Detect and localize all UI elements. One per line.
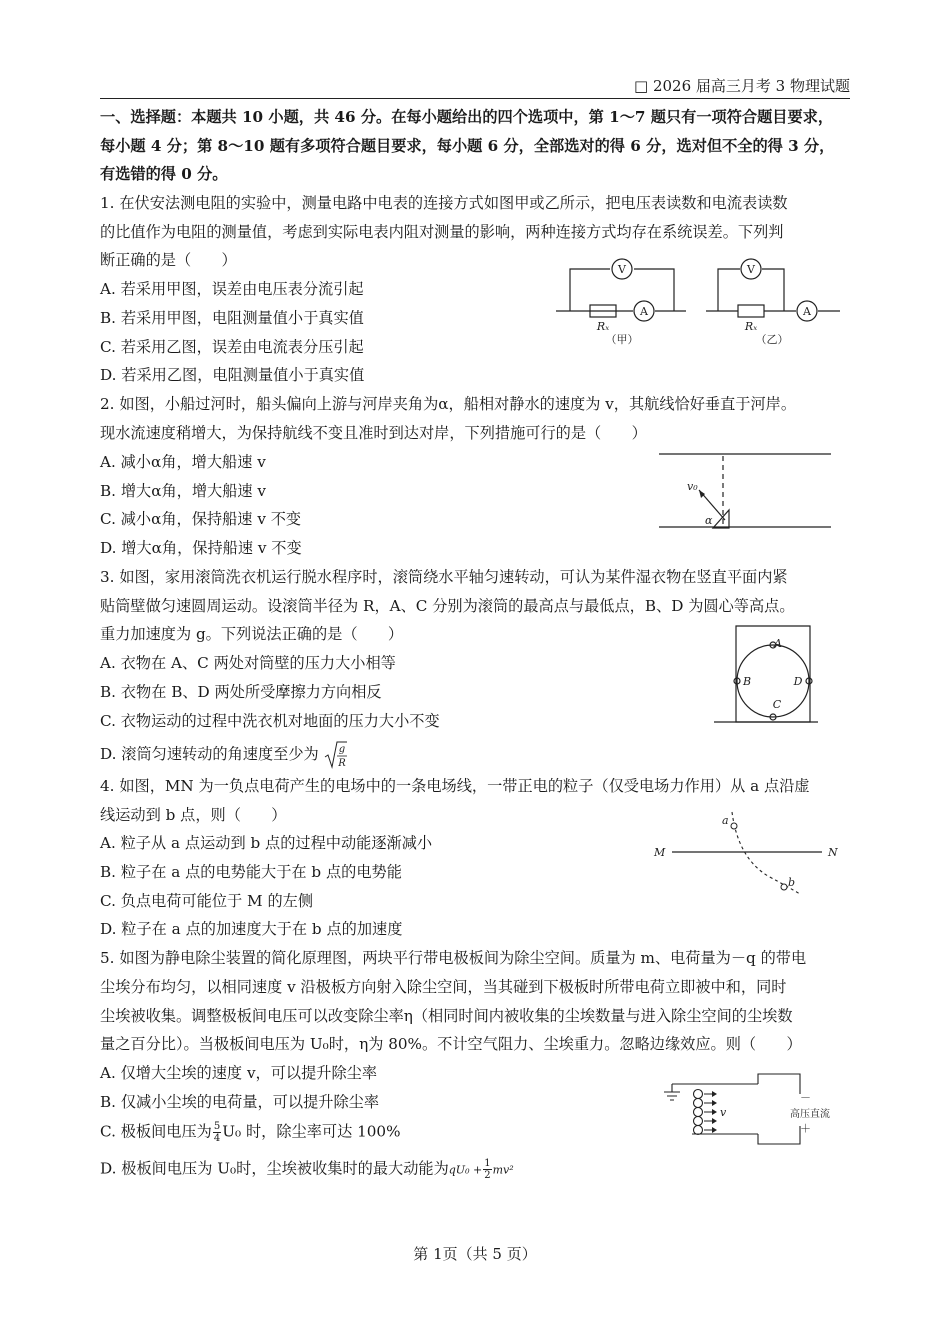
q1-option-c: C. 若采用乙图，误差由电流表分压引起: [100, 338, 364, 356]
q1-stem-line-3: 断正确的是（ ）: [100, 251, 237, 269]
jia-caption: （甲）: [605, 333, 639, 346]
q1-option-a: A. 若采用甲图，误差由电压表分流引起: [100, 280, 364, 298]
q5-option-c-suffix: U₀ 时，除尘率可达 100%: [222, 1122, 401, 1141]
header-title: □ 2026 届高三月考 3 物理试题: [634, 77, 850, 95]
q4-stem-line-1: 4. 如图，MN 为一负点电荷产生的电场中的一条电场线，一带正电的粒子（仅受电场力作用）从 a 点沿虚: [100, 777, 810, 795]
q4-option-d: D. 粒子在 a 点的加速度大于在 b 点的加速度: [100, 920, 403, 938]
point-a-label: a: [722, 814, 729, 827]
q5-option-b: B. 仅减小尘埃的电荷量，可以提升除尘率: [100, 1093, 380, 1111]
q5-minus-terminal: －: [800, 1091, 811, 1104]
q4-stem-line-2: 线运动到 b 点，则（ ）: [100, 806, 287, 824]
q3-stem-line-2: 贴筒壁做匀速圆周运动。设滚筒半径为 R，A、C 分别为滚筒的最高点与最低点，B、D 为圆心等高点。: [100, 597, 795, 615]
point-c-label: C: [772, 698, 782, 711]
jia-voltmeter-label: V: [618, 263, 626, 276]
q5-option-d-term-2: mv²: [492, 1163, 514, 1177]
q5-stem-line-2: 尘埃分布均匀，以相同速度 v 沿极板方向射入除尘空间，当其碰到下极板时所带电荷立即被中和，同时: [100, 978, 787, 996]
fraction-numerator: 5: [213, 1121, 221, 1132]
q5-option-d-prefix: D. 极板间电压为 U₀时，尘埃被收集时的最大动能为: [100, 1159, 449, 1178]
sqrt-numerator: g: [338, 744, 345, 755]
q3-drum-figure: [712, 624, 820, 724]
page-header: [100, 74, 850, 99]
q2-velocity-label: v₀: [687, 480, 698, 493]
point-n-label: N: [828, 846, 838, 859]
q3-option-d-text: D. 滚筒匀速转动的角速度至少为: [100, 745, 319, 763]
point-m-label: M: [654, 846, 666, 859]
q5-option-d: [100, 1158, 514, 1181]
q3-option-c: C. 衣物运动的过程中洗衣机对地面的压力大小不变: [100, 712, 440, 730]
q5-velocity-label: v: [720, 1106, 727, 1119]
q4-option-c: C. 负点电荷可能位于 M 的左侧: [100, 892, 314, 910]
q2-stem-line-1: 2. 如图，小船过河时，船头偏向上游与河岸夹角为α，船相对静水的速度为 v，其航线恰好垂直于河岸。: [100, 395, 797, 413]
yi-voltmeter-label: V: [747, 263, 755, 276]
q3-stem-line-1: 3. 如图，家用滚筒洗衣机运行脱水程序时，滚筒绕水平轴匀速转动，可认为某件湿衣物在竖直平面内紧: [100, 568, 788, 586]
q5-precipitator-figure: [662, 1070, 857, 1150]
page-footer: 第 1页（共 5 页）: [413, 1245, 537, 1263]
q1-option-b: B. 若采用甲图，电阻测量值小于真实值: [100, 309, 364, 327]
q5-option-a: A. 仅增大尘埃的速度 v，可以提升除尘率: [100, 1064, 378, 1082]
section-instructions-line-2: 每小题 4 分；第 8～10 题有多项符合题目要求，每小题 6 分，全部选对的得 6 分，选对但不全的得 3 分，: [100, 137, 835, 155]
yi-resistor-label: Rₓ: [744, 320, 758, 333]
q3-option-b: B. 衣物在 B、D 两处所受摩擦力方向相反: [100, 683, 382, 701]
q5-option-c-prefix: C. 极板间电压为: [100, 1122, 212, 1141]
q5-option-d-term-1: qU₀ +: [448, 1163, 483, 1177]
point-a-label: A: [774, 637, 782, 650]
point-b-label: B: [742, 675, 752, 688]
yi-caption: （乙）: [755, 333, 789, 346]
jia-resistor-label: Rₓ: [596, 320, 610, 333]
q5-option-c: [100, 1121, 401, 1144]
q4-option-a: A. 粒子从 a 点运动到 b 点的过程中动能逐渐减小: [100, 834, 433, 852]
q5-option-d-fraction: [483, 1158, 491, 1181]
q4-option-b: B. 粒子在 a 点的电势能大于在 b 点的电势能: [100, 863, 402, 881]
fraction-numerator: 1: [484, 1158, 491, 1169]
fraction-denominator: 2: [484, 1170, 491, 1181]
q5-option-c-fraction: [213, 1121, 221, 1144]
jia-ammeter-label: A: [640, 305, 648, 318]
q3-sqrt-expression: [324, 740, 348, 770]
q2-river-figure: [655, 450, 835, 535]
q3-stem-line-3: 重力加速度为 g。下列说法正确的是（ ）: [100, 625, 404, 643]
point-b-label: b: [788, 876, 796, 889]
q5-hv-dc-label: 高压直流: [790, 1109, 830, 1120]
q3-option-d: [100, 740, 348, 770]
q1-stem-line-2: 的比值作为电阻的测量值，考虑到实际电表内阻对测量的影响，两种连接方式均存在系统误差。下列判: [100, 223, 784, 241]
q5-stem-line-4: 量之百分比）。当极板间电压为 U₀时，η为 80%。不计空气阻力、尘埃重力。忽略边缘效应。则（ ）: [100, 1035, 802, 1053]
q3-option-a: A. 衣物在 A、C 两处对筒壁的压力大小相等: [100, 654, 396, 672]
q4-field-line-figure: [650, 808, 850, 903]
q1-option-d: D. 若采用乙图，电阻测量值小于真实值: [100, 366, 365, 384]
point-d-label: D: [793, 675, 803, 688]
q2-option-a: A. 减小α角，增大船速 v: [100, 453, 266, 471]
sqrt-denominator: R: [337, 758, 346, 769]
q2-option-d: D. 增大α角，保持船速 v 不变: [100, 539, 302, 557]
q5-stem-line-3: 尘埃被收集。调整极板间电压可以改变除尘率η（相同时间内被收集的尘埃数量与进入除尘空间的尘埃数: [100, 1007, 793, 1025]
fraction-denominator: 4: [213, 1133, 221, 1144]
section-instructions-line-1: 一、选择题：本题共 10 小题，共 46 分。在每小题给出的四个选项中，第 1～7 题只有一项符合题目要求，: [100, 108, 834, 126]
q5-plus-terminal: ＋: [800, 1122, 811, 1135]
q2-angle-label: α: [705, 514, 713, 527]
q1-stem-line-1: 1. 在伏安法测电阻的实验中，测量电路中电表的连接方式如图甲或乙所示，把电压表读数和电流表读数: [100, 194, 788, 212]
q2-option-c: C. 减小α角，保持船速 v 不变: [100, 510, 302, 528]
q2-option-b: B. 增大α角，增大船速 v: [100, 482, 266, 500]
yi-ammeter-label: A: [803, 305, 811, 318]
section-instructions-line-3: 有选错的得 0 分。: [100, 165, 228, 183]
q1-circuit-figure: [548, 255, 848, 350]
q5-stem-line-1: 5. 如图为静电除尘装置的简化原理图，两块平行带电极板间为除尘空间。质量为 m、电荷量为－q 的带电: [100, 949, 807, 967]
q2-stem-line-2: 现水流速度稍增大，为保持航线不变且准时到达对岸，下列措施可行的是（ ）: [100, 424, 647, 442]
